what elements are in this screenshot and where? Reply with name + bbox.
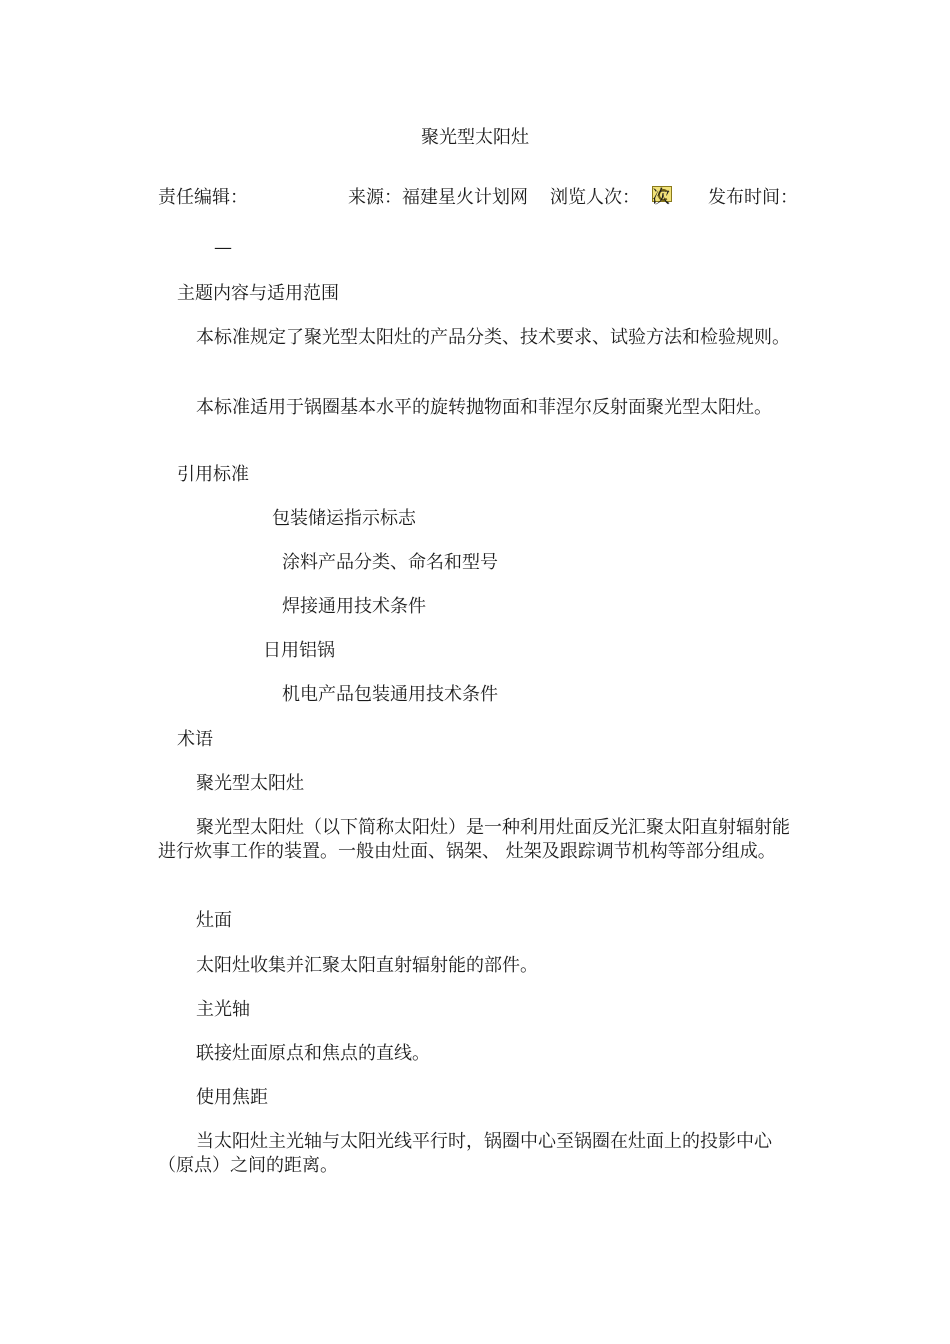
- section-heading-scope: 主题内容与适用范围: [177, 283, 339, 304]
- ref-item: 日用铝锅: [263, 640, 335, 661]
- publish-label: 发布时间：: [708, 187, 798, 208]
- page-title: 聚光型太阳灶: [421, 127, 529, 148]
- term-body: 联接灶面原点和焦点的直线。: [196, 1043, 430, 1064]
- ref-item: 包装储运指示标志: [272, 508, 416, 529]
- term-body: [158, 816, 798, 864]
- scope-paragraph-2: [158, 396, 798, 420]
- section-heading-refs: 引用标准: [177, 464, 249, 485]
- term-title: 灶面: [196, 910, 232, 931]
- ref-item: 机电产品包装通用技术条件: [282, 684, 498, 705]
- term-title: 聚光型太阳灶: [196, 773, 304, 794]
- term-title: 主光轴: [196, 999, 250, 1020]
- scope-paragraph-2-text: 本标准适用于锅圈基本水平的旋转抛物面和菲涅尔反射面聚光型太阳灶。: [196, 397, 772, 418]
- ref-item: 焊接通用技术条件: [282, 596, 426, 617]
- term-body: [158, 1130, 798, 1178]
- term-title: 使用焦距: [196, 1087, 268, 1108]
- section-heading-terms: 术语: [177, 729, 213, 750]
- term-body-text: 聚光型太阳灶（以下简称太阳灶）是一种利用灶面反光汇聚太阳直射辐射能进行炊事工作的装置。一般由灶面、锅架、 灶架及跟踪调节机构等部分组成。: [158, 817, 790, 862]
- views-label: 浏览人次：: [550, 187, 640, 208]
- dash-separator: —: [214, 237, 232, 258]
- scope-paragraph-1: [158, 326, 798, 350]
- term-body: 太阳灶收集并汇聚太阳直射辐射能的部件。: [196, 955, 538, 976]
- ref-item: 涂料产品分类、命名和型号: [282, 552, 498, 573]
- views-unit: 次: [652, 187, 670, 208]
- scope-paragraph-1-text: 本标准规定了聚光型太阳灶的产品分类、技术要求、试验方法和检验规则。: [196, 327, 790, 348]
- source-label: 来源：福建星火计划网: [348, 187, 528, 208]
- editor-label: 责任编辑：: [158, 187, 248, 208]
- term-body-text: 当太阳灶主光轴与太阳光线平行时，锅圈中心至锅圈在灶面上的投影中心（原点）之间的距离。: [158, 1131, 772, 1176]
